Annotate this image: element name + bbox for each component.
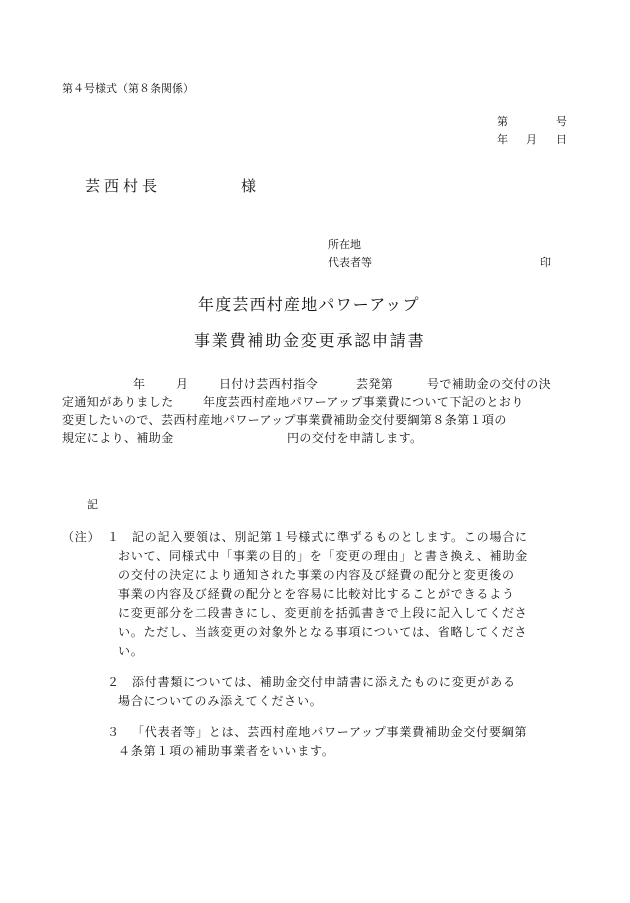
address-label: 所在地 [328, 238, 361, 251]
ki-mark: 記 [87, 498, 98, 511]
seal-mark: 印 [540, 256, 551, 269]
body-month: 月 [176, 377, 189, 391]
date-day: 日 [556, 133, 567, 146]
note-1-line: の交付の決定により通知された事業の内容及び経費の配分と変更後の [118, 568, 515, 582]
body-line4-end: 円の交付を申請します。 [287, 431, 423, 445]
note-2-number: ２ [107, 675, 120, 689]
note-3-line: ４条第１項の補助事業者をいいます。 [118, 744, 335, 758]
note-1-line: おいて、同様式中「事業の目的」を「変更の理由」と書き換え、補助金 [118, 549, 529, 563]
form-number: 第４号様式（第８条関係） [62, 82, 194, 95]
notes-label: （注） [62, 530, 101, 544]
addressee-honorific: 様 [241, 177, 257, 195]
representative-label: 代表者等 [328, 256, 372, 269]
note-3-number: ３ [107, 725, 120, 739]
addressee-name: 芸西村長 [85, 177, 162, 195]
note-3-line: 「代表者等」とは、芸西村産地パワーアップ事業費補助金交付要綱第 [132, 725, 528, 739]
note-2-line: 添付書類については、補助金交付申請書に添えたものに変更がある [132, 675, 516, 689]
body-line1-rest: 号で補助金の交付の決 [427, 377, 552, 391]
body-line3: 変更したいので、芸西村産地パワーアップ事業費補助金交付要綱第８条第１項の [62, 413, 507, 427]
body-line2-start: 定通知がありました [62, 395, 174, 409]
date-month: 月 [526, 133, 537, 146]
title-line-2: 事業費補助金変更承認申請書 [194, 331, 426, 350]
note-1-number: １ [107, 530, 120, 544]
doc-number-dai: 第 [497, 115, 508, 128]
note-1-line: 事業の内容及び経費の配分とを容易に比較対比することができるよう [118, 587, 515, 601]
body-ref: 芸発第 [356, 377, 394, 391]
note-1-line: い。ただし、当該変更の対象外となる事項については、省略してくださ [118, 625, 528, 639]
note-1-line: い。 [118, 644, 144, 658]
body-year: 年 [133, 377, 146, 391]
date-year: 年 [497, 133, 508, 146]
note-1-line: に変更部分を二段書きにし、変更前を括弧書きで上段に記入してくださ [118, 606, 528, 620]
note-1-line: 記の記入要領は、別記第１号様式に準ずるものとします。この場合に [132, 530, 528, 544]
body-line4-start: 規定により、補助金 [62, 431, 174, 445]
title-line-1: 年度芸西村産地パワーアップ [198, 295, 420, 314]
doc-number-go: 号 [556, 115, 567, 128]
note-2-line: 場合についてのみ添えてください。 [118, 694, 323, 708]
body-dated: 日付け芸西村指令 [219, 377, 319, 391]
body-line2-rest: 年度芸西村産地パワーアップ事業費について下記のとおり [203, 395, 524, 409]
